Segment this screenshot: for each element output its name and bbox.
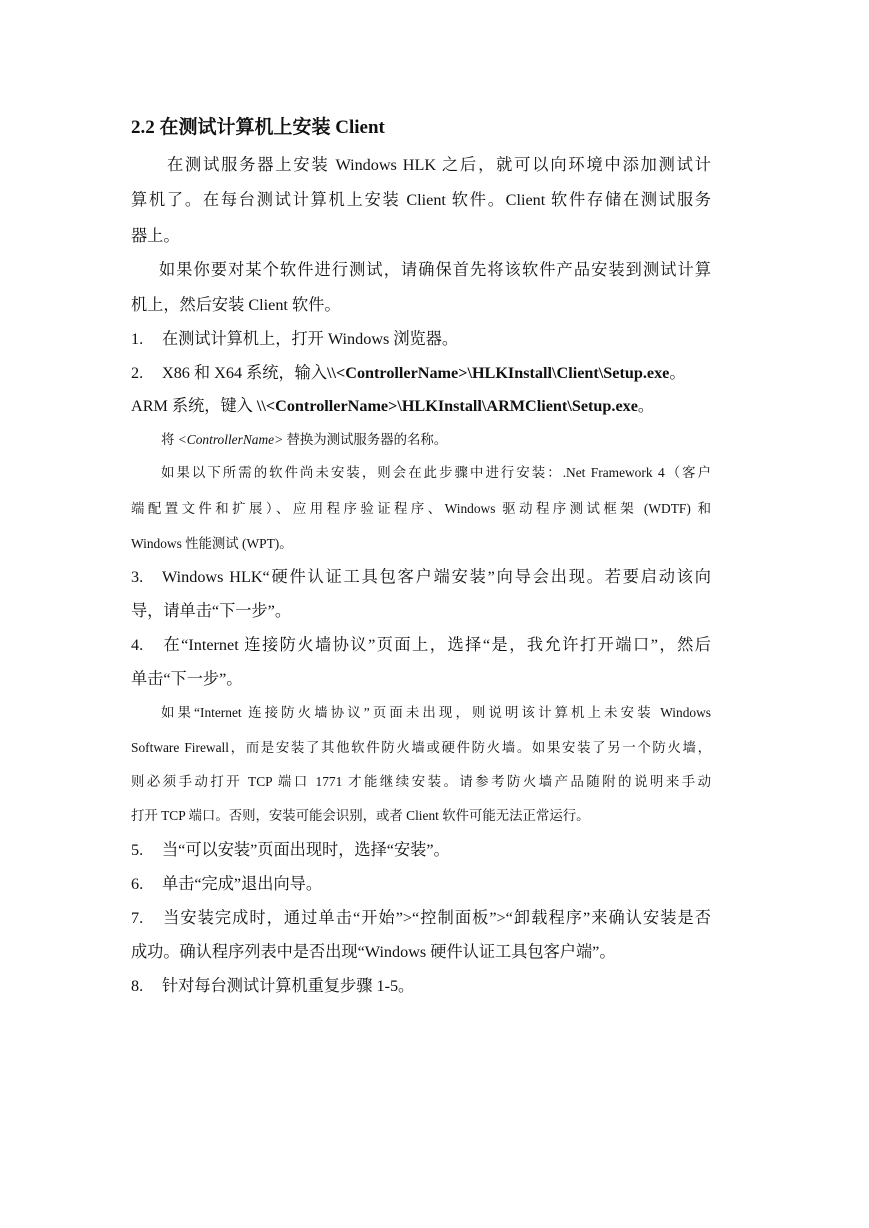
step-2-line-1-suffix: 。 — [669, 364, 686, 382]
step-2-line-2 — [131, 398, 711, 414]
intro-paragraph-1-line-1: 在测试服务器上安装 Windows HLK 之后，就可以向环境中添加测试计 — [167, 156, 711, 174]
step-7-line-1-text: 当安装完成时，通过单击“开始”>“控制面板”>“卸载程序”来确认安装是否 — [162, 909, 711, 927]
step-1-text: 在测试计算机上，打开 Windows 浏览器。 — [162, 330, 459, 348]
step-5-number: 5. — [131, 841, 144, 859]
step-2-number: 2. — [131, 364, 144, 382]
note-1-suffix: 替换为测试服务器的名称。 — [283, 432, 448, 447]
intro-paragraph-1-line-2: 算机了。在每台测试计算机上安装 Client 软件。Client 软件存储在测试服务 — [131, 191, 711, 209]
step-5-text: 当“可以安装”页面出现时，选择“安装”。 — [162, 841, 450, 859]
step-6-number: 6. — [131, 875, 144, 893]
step-2-line-2-prefix: ARM 系统，键入 — [131, 397, 257, 415]
step-2-line-1-prefix: X86 和 X64 系统，输入 — [162, 364, 328, 382]
note-2-line-2: 端配置文件和扩展）、应用程序验证程序、Windows 驱动程序测试框架 (WDTF) 和 — [131, 501, 711, 516]
step-4-line-2: 单击“下一步”。 — [131, 670, 243, 688]
step-1 — [131, 331, 711, 347]
step-7-line-2: 成功。确认程序列表中是否出现“Windows 硬件认证工具包客户端”。 — [131, 943, 616, 961]
step-4-line-1 — [131, 637, 711, 653]
note-1-prefix: 将 — [161, 432, 178, 447]
step-3-line-2: 导，请单击“下一步”。 — [131, 602, 292, 620]
step-2-line-1 — [131, 365, 711, 381]
step-7-number: 7. — [131, 909, 144, 927]
note-1-controller-name: <ControllerName> — [177, 432, 284, 447]
step-4-line-1-text: 在“Internet 连接防火墙协议”页面上，选择“是，我允许打开端口”，然后 — [162, 636, 711, 654]
intro-paragraph-2-line-1: 如果你要对某个软件进行测试，请确保首先将该软件产品安装到测试计算 — [159, 261, 711, 279]
step-3-number: 3. — [131, 568, 144, 586]
step-3-line-1-text: Windows HLK“硬件认证工具包客户端安装”向导会出现。若要启动该向 — [162, 568, 711, 586]
intro-paragraph-2-line-2: 机上，然后安装 Client 软件。 — [131, 296, 341, 314]
step-6 — [131, 876, 711, 892]
step-2-line-2-suffix: 。 — [637, 397, 655, 415]
note-3-line-2: Software Firewall，而是安装了其他软件防火墙或硬件防火墙。如果安装了另一个防火墙， — [131, 740, 711, 755]
step-4-number: 4. — [131, 636, 144, 654]
step-6-text: 单击“完成”退出向导。 — [162, 875, 323, 893]
step-5 — [131, 842, 711, 858]
note-2-line-1: 如果以下所需的软件尚未安装，则会在此步骤中进行安装：.Net Framework 4（客户 — [161, 465, 711, 480]
step-1-number: 1. — [131, 330, 144, 348]
note-3-line-3: 则必须手动打开 TCP 端口 1771 才能继续安装。请参考防火墙产品随附的说明来手动 — [131, 774, 711, 789]
intro-paragraph-1-line-3: 器上。 — [131, 227, 180, 245]
step-2-client-path: \\<ControllerName>\HLKInstall\Client\Setup.exe — [327, 364, 670, 382]
step-3-line-1 — [131, 569, 711, 585]
step-8 — [131, 978, 711, 994]
step-8-text: 针对每台测试计算机重复步骤 1-5。 — [162, 977, 415, 995]
note-3-line-4: 打开 TCP 端口。否则，安装可能会识别，或者 Client 软件可能无法正常运行。 — [131, 808, 590, 823]
note-3-line-1: 如果“Internet 连接防火墙协议”页面未出现，则说明该计算机上未安装 Windows — [161, 705, 711, 720]
note-2-line-3: Windows 性能测试 (WPT)。 — [131, 536, 293, 551]
step-8-number: 8. — [131, 977, 144, 995]
step-2-arm-client-path: \\<ControllerName>\HLKInstall\ARMClient\Setup.exe — [256, 397, 638, 415]
section-title: 2.2 在测试计算机上安装 Client — [131, 117, 385, 138]
note-replace-controller-name — [161, 433, 711, 446]
step-7-line-1 — [131, 910, 711, 926]
